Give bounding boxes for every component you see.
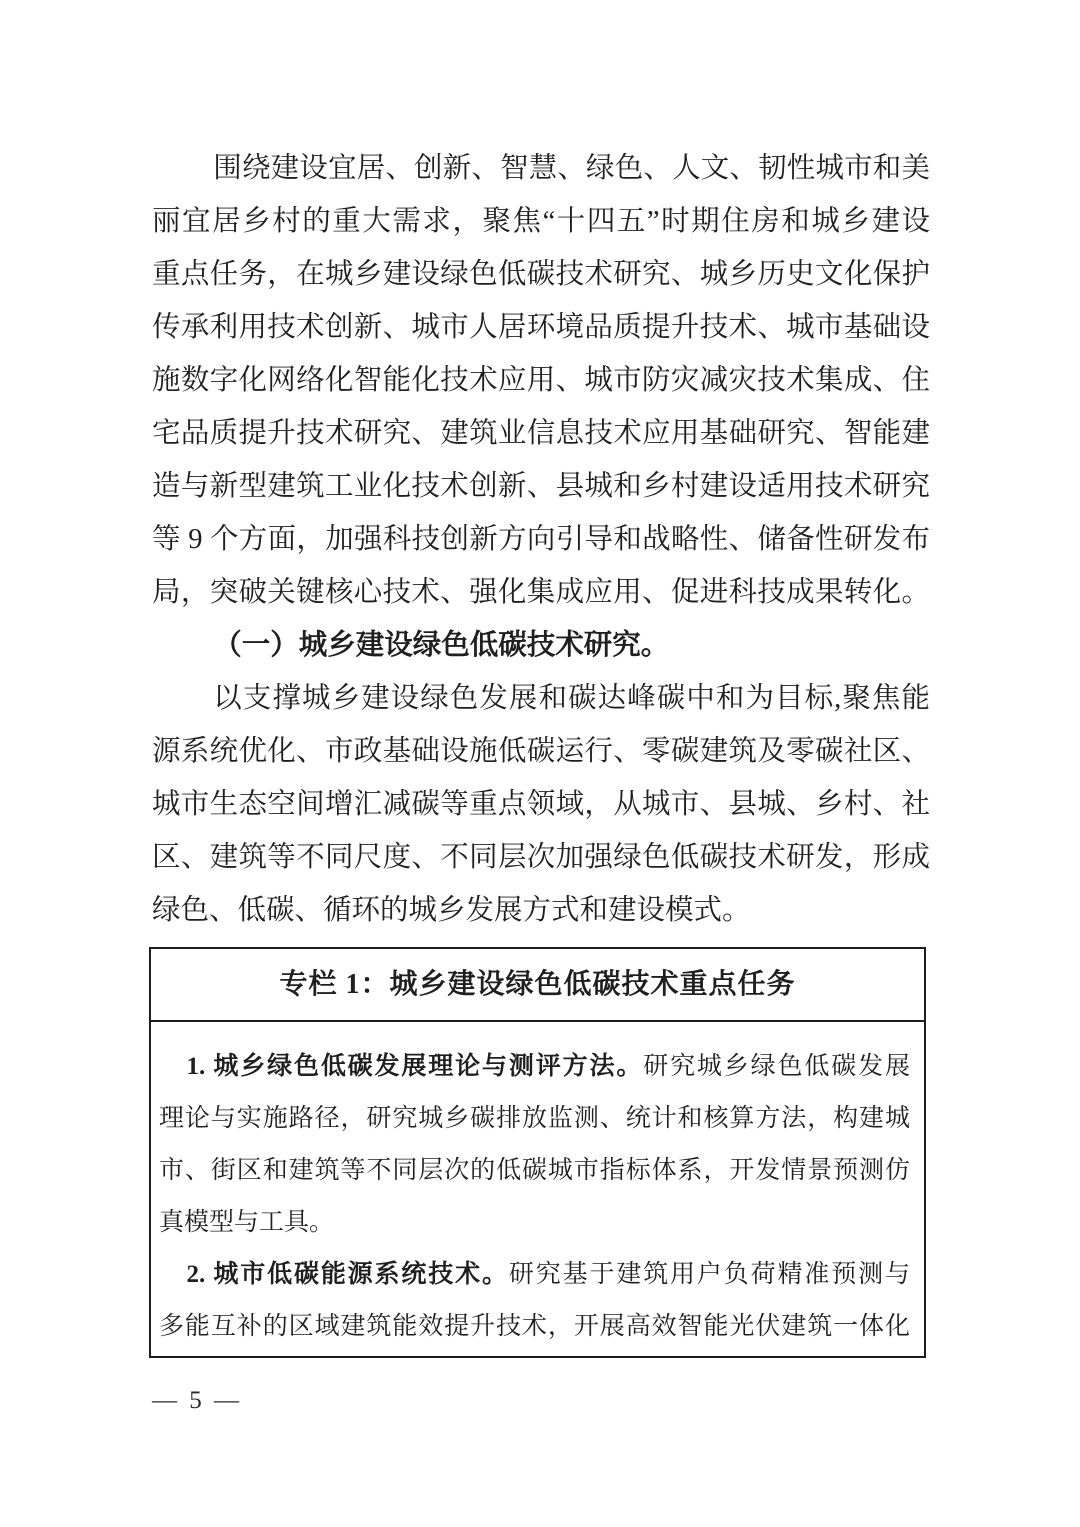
text-segment: 丽宜居乡村的重大需求，聚焦“十四五”时期住房和城乡建设 <box>152 206 930 237</box>
page-number: — 5 — <box>152 1387 242 1414</box>
paragraph-section-heading <box>152 619 930 672</box>
text-line <box>152 195 930 248</box>
text-segment: 以支撑城乡建设绿色发展和碳达峰碳中和为目标,聚焦能 <box>213 683 930 714</box>
panel-title-row <box>151 949 924 1022</box>
text-line <box>152 778 930 831</box>
text-line <box>152 672 930 725</box>
text-line <box>152 513 930 566</box>
panel-item-task-1 <box>159 1041 910 1249</box>
text-segment: 围绕建设宜居、创新、智慧、绿色、人文、韧性城市和美 <box>213 153 930 184</box>
text-line <box>159 1197 910 1249</box>
text-line <box>159 1093 910 1145</box>
text-line <box>152 142 930 195</box>
text-line <box>152 831 930 884</box>
main-text <box>152 142 930 937</box>
bold-text-segment: 2. 城市低碳能源系统技术。 <box>186 1261 509 1288</box>
text-segment: 造与新型建筑工业化技术创新、县城和乡村建设适用技术研究 <box>152 471 930 502</box>
text-line <box>159 1249 910 1301</box>
text-line <box>159 1145 910 1197</box>
paragraph-section-body <box>152 672 930 937</box>
text-segment: 重点任务，在城乡建设绿色低碳技术研究、城乡历史文化保护 <box>152 259 930 290</box>
text-line <box>152 354 930 407</box>
text-line <box>152 248 930 301</box>
text-segment: 局，突破关键核心技术、强化集成应用、促进科技成果转化。 <box>152 577 930 608</box>
text-segment: 传承利用技术创新、城市人居环境品质提升技术、城市基础设 <box>152 312 930 343</box>
text-segment: 等 9 个方面，加强科技创新方向引导和战略性、储备性研发布 <box>152 524 930 555</box>
text-line <box>152 460 930 513</box>
text-line <box>152 566 930 619</box>
text-line <box>159 1041 910 1093</box>
panel-title: 专栏 1：城乡建设绿色低碳技术重点任务 <box>279 969 796 1000</box>
panel-item-task-2 <box>159 1249 910 1353</box>
text-line <box>152 619 930 672</box>
bold-text-segment: 1. 城乡绿色低碳发展理论与测评方法。 <box>186 1053 644 1080</box>
task-panel <box>149 947 926 1358</box>
text-line <box>152 301 930 354</box>
text-segment: 市、街区和建筑等不同层次的低碳城市指标体系，开发情景预测仿 <box>159 1157 910 1184</box>
paragraph-intro <box>152 142 930 619</box>
text-segment: 源系统优化、市政基础设施低碳运行、零碳建筑及零碳社区、 <box>152 736 930 767</box>
text-segment: 绿色、低碳、循环的城乡发展方式和建设模式。 <box>152 895 751 926</box>
text-segment: 施数字化网络化智能化技术应用、城市防灾减灾技术集成、住 <box>152 365 930 396</box>
bold-text-segment: （一）城乡建设绿色低碳技术研究。 <box>213 630 670 661</box>
text-line <box>152 725 930 778</box>
text-segment: 多能互补的区域建筑能效提升技术，开展高效智能光伏建筑一体化 <box>159 1313 910 1340</box>
text-segment: 宅品质提升技术研究、建筑业信息技术应用基础研究、智能建 <box>152 418 930 449</box>
text-segment: 研究基于建筑用户负荷精准预测与 <box>508 1261 910 1288</box>
text-line <box>159 1301 910 1353</box>
panel-body <box>151 1022 924 1353</box>
text-segment: 区、建筑等不同尺度、不同层次加强绿色低碳技术研发，形成 <box>152 842 930 873</box>
text-segment: 理论与实施路径，研究城乡碳排放监测、统计和核算方法，构建城 <box>159 1105 910 1132</box>
text-segment: 真模型与工具。 <box>159 1209 335 1236</box>
text-segment: 研究城乡绿色低碳发展 <box>643 1053 910 1080</box>
text-segment: 城市生态空间增汇减碳等重点领域，从城市、县城、乡村、社 <box>152 789 930 820</box>
text-line <box>152 407 930 460</box>
text-line <box>152 884 930 937</box>
